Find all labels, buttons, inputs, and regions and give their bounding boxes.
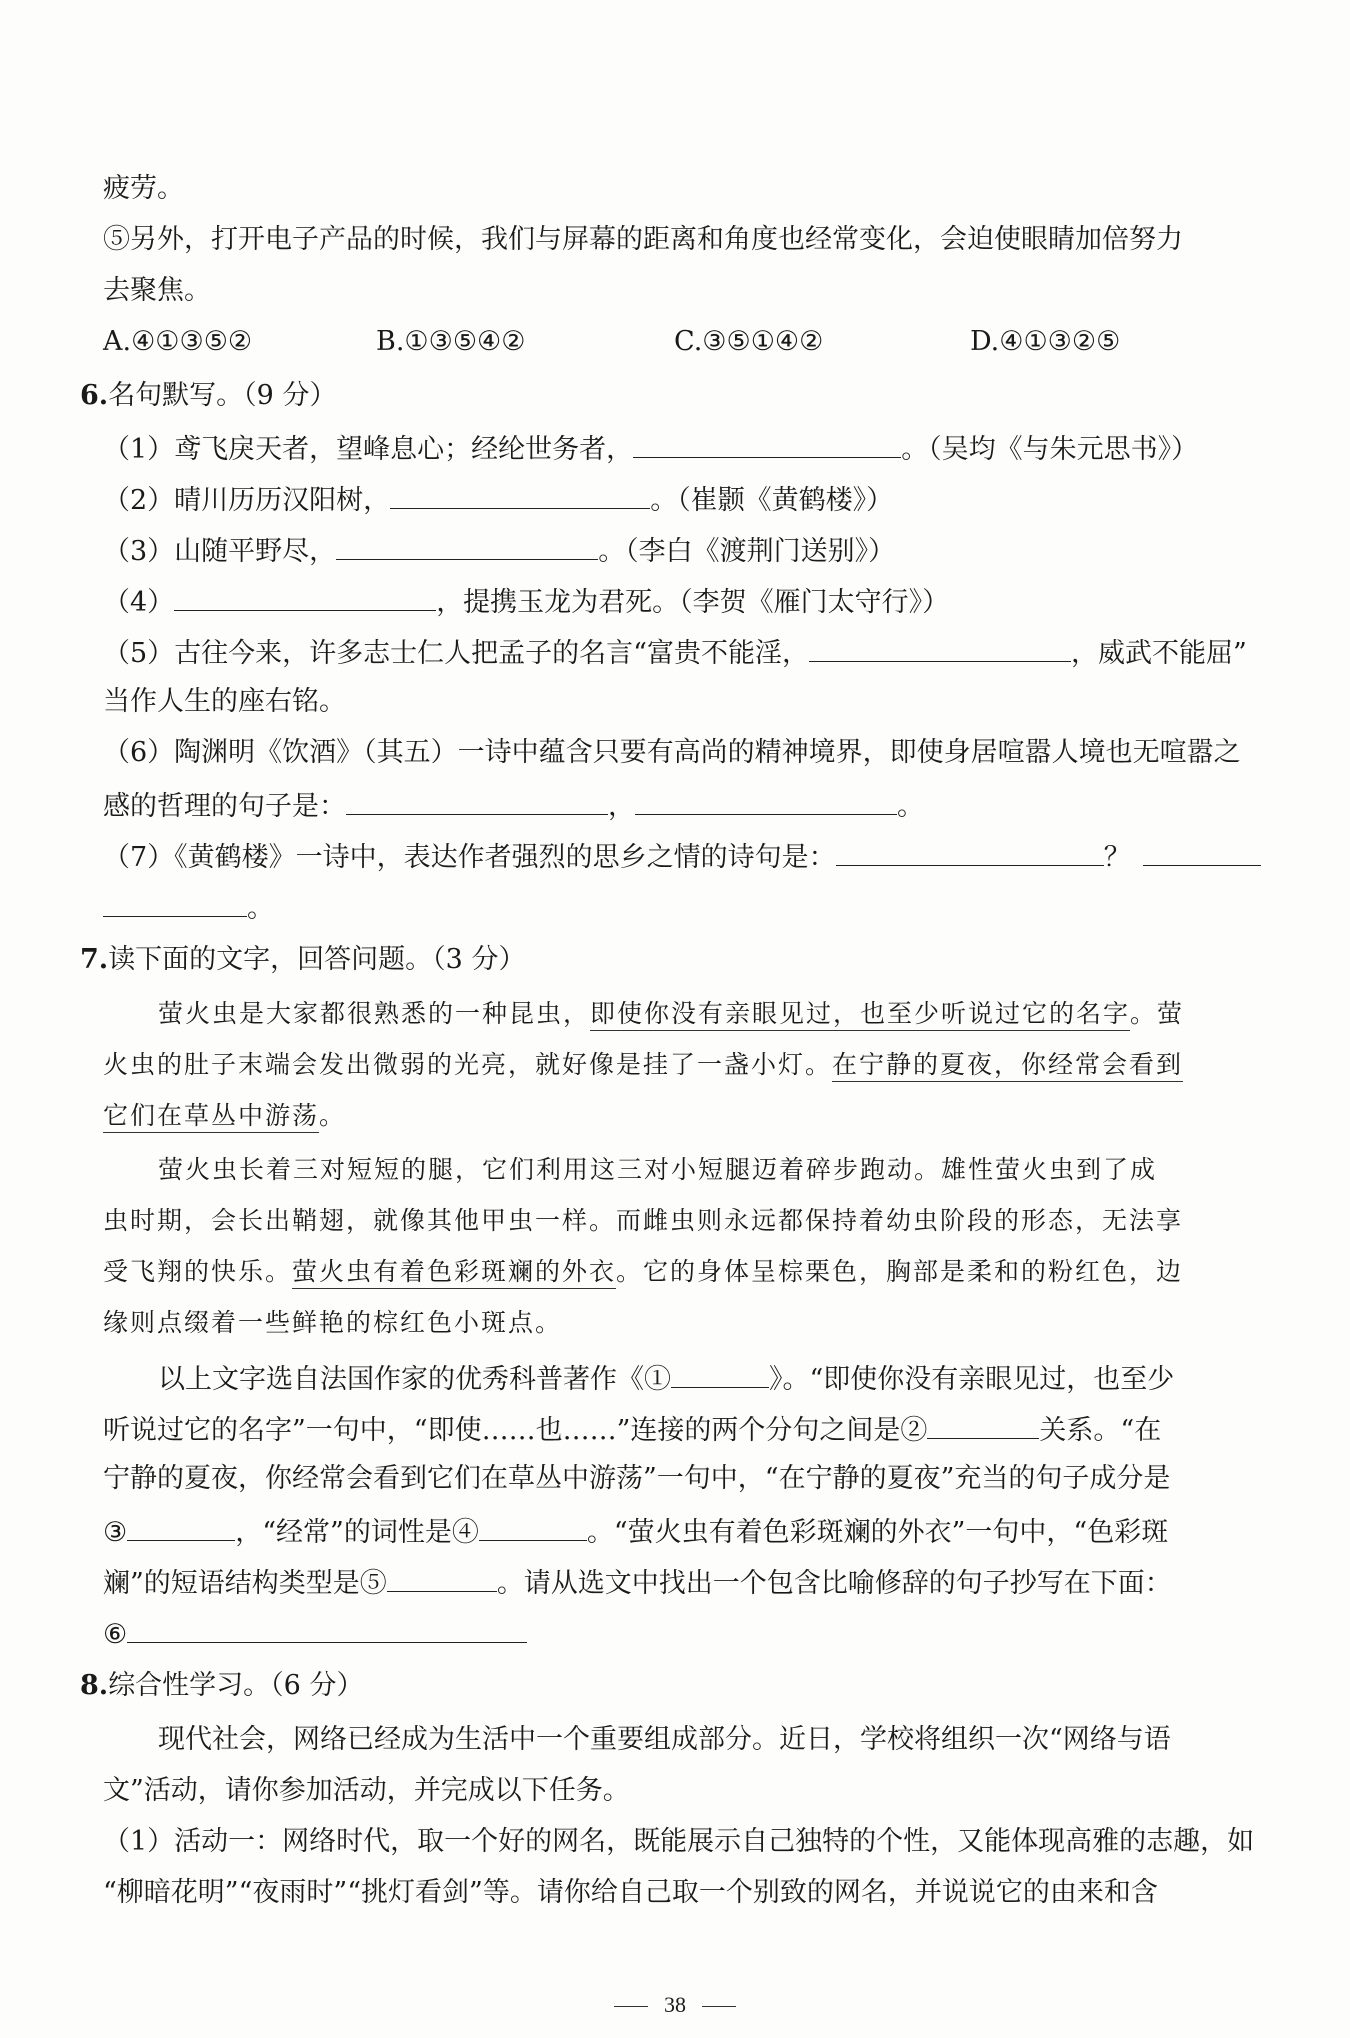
item-text: 当作人生的座右铭。 <box>103 686 346 717</box>
item-text: 。（崔颢《黄鹤楼》） <box>650 485 894 516</box>
item-text: 。（吴均《与朱元思书》） <box>901 434 1199 465</box>
question-6-header <box>80 376 1270 416</box>
question-text: 宁静的夏夜，你经常会看到它们在草丛中游荡”一句中，“在宁静的夏夜”充当的句子成分是 <box>103 1463 1171 1494</box>
item-text: 感的哲理的句子是： <box>103 791 346 822</box>
answer-blank[interactable] <box>633 427 901 458</box>
answer-blank[interactable] <box>346 784 608 815</box>
question-7-header <box>80 940 1270 980</box>
item-text: ，威武不能屈” <box>1070 638 1247 669</box>
q8-text-line <box>158 1720 1270 1760</box>
option-c: C.③⑤①④② <box>674 326 824 357</box>
answer-blank[interactable] <box>103 886 247 917</box>
q6-item-7 <box>103 835 1270 878</box>
answer-blank-2[interactable] <box>927 1408 1039 1439</box>
item-text: （7）《黄鹤楼》一诗中，表达作者强烈的思乡之情的诗句是： <box>103 842 836 873</box>
passage-line <box>103 1201 1270 1241</box>
passage-line <box>158 994 1270 1034</box>
answer-blank[interactable] <box>836 835 1104 866</box>
page-footer <box>0 1992 1350 2018</box>
item-text: （3）山随平野尽， <box>103 536 337 567</box>
question-text: 关系。“在 <box>1039 1415 1162 1446</box>
passage-text: 萤火虫是大家都很熟悉的一种昆虫， <box>158 999 591 1028</box>
item-text: （6）陶渊明《饮酒》（其五）一诗中蕴含只要有高尚的精神境界，即使身居喧嚣人境也无喧嚣之 <box>103 737 1241 768</box>
q7-question-line <box>103 1561 1270 1604</box>
answer-blank-3[interactable] <box>127 1510 235 1541</box>
question-number: 8. <box>80 1670 109 1701</box>
answer-blank-1[interactable] <box>671 1357 769 1388</box>
item-text: （4） <box>103 587 175 618</box>
underlined-sentence: 萤火虫有着色彩斑斓的外衣 <box>292 1257 616 1289</box>
answer-blank[interactable] <box>174 580 436 611</box>
page-number: 38 <box>664 1992 686 2017</box>
answer-blank[interactable] <box>1143 835 1261 866</box>
q6-item-5 <box>103 631 1270 674</box>
question-text: 。“萤火虫有着色彩斑斓的外衣”一句中，“色彩斑 <box>586 1517 1169 1548</box>
passage-text: 缘则点缀着一些鲜艳的棕红色小斑点。 <box>103 1308 563 1337</box>
q7-question-line <box>103 1459 1270 1499</box>
text-line <box>103 220 1270 260</box>
paragraph-text: 去聚焦。 <box>103 275 211 306</box>
passage-text: 。它的身体呈棕栗色，胸部是柔和的粉红色，边 <box>616 1257 1184 1286</box>
question-text: ，“经常”的词性是④ <box>235 1517 479 1548</box>
question-number: 6. <box>80 380 109 411</box>
passage-text: 受飞翔的快乐。 <box>103 1257 293 1286</box>
question-text: 。请从选文中找出一个包含比喻修辞的句子抄写在下面： <box>496 1568 1172 1599</box>
option-d: D.④①③②⑤ <box>970 326 1121 357</box>
question-text: 听说过它的名字”一句中，“即使……也……”连接的两个分句之间是② <box>103 1415 928 1446</box>
item-text: 。（李白《渡荆门送别》） <box>598 536 896 567</box>
q7-question-line <box>103 1612 1270 1655</box>
q7-question-line <box>103 1510 1270 1553</box>
q6-item-2 <box>103 478 1270 521</box>
q7-question-line <box>158 1357 1270 1400</box>
paragraph-text: 疲劳。 <box>103 173 184 204</box>
q6-item-7-cont <box>103 886 1270 929</box>
paragraph-text: （1）活动一：网络时代，取一个好的网名，既能展示自己独特的个性，又能体现高雅的志趣，如 <box>103 1826 1255 1857</box>
answer-blank[interactable] <box>336 529 598 560</box>
passage-line <box>103 1045 1270 1085</box>
item-text: （2）晴川历历汉阳树， <box>103 485 391 516</box>
question-number: 7. <box>80 944 109 975</box>
q7-question-line <box>103 1408 1270 1451</box>
answer-blank-6[interactable] <box>127 1612 527 1643</box>
passage-line <box>103 1096 1270 1136</box>
question-title: 综合性学习。（6 分） <box>108 1670 364 1701</box>
question-8-header <box>80 1666 1270 1706</box>
answer-blank-5[interactable] <box>387 1561 497 1592</box>
q6-item-6-cont <box>103 784 1270 827</box>
passage-text: 火虫的肚子末端会发出微弱的光亮，就好像是挂了一盏小灯。 <box>103 1050 833 1079</box>
answer-blank[interactable] <box>809 631 1071 662</box>
item-text: （1）鸢飞戾天者，望峰息心；经纶世务者， <box>103 434 634 465</box>
question-title: 名句默写。（9 分） <box>108 380 337 411</box>
passage-line <box>158 1150 1270 1190</box>
q6-item-6 <box>103 733 1270 773</box>
paragraph-text: 文”活动，请你参加活动，并完成以下任务。 <box>103 1775 630 1806</box>
question-text: ③ <box>103 1517 128 1548</box>
q8-text-line <box>103 1873 1270 1913</box>
paragraph-text: “柳暗花明”“夜雨时”“挑灯看剑”等。请你给自己取一个别致的网名，并说说它的由来和含 <box>103 1877 1158 1908</box>
item-text: ，提携玉龙为君死。（李贺《雁门太守行》） <box>436 587 950 618</box>
question-text: 以上文字选自法国作家的优秀科普著作《① <box>158 1364 671 1395</box>
q6-item-1 <box>103 427 1270 470</box>
footer-dash <box>702 2006 736 2007</box>
q6-item-4 <box>103 580 1270 623</box>
passage-line <box>103 1303 1270 1343</box>
option-b: B.①③⑤④② <box>376 326 526 357</box>
q8-text-line <box>103 1771 1270 1811</box>
question-text: 斓”的短语结构类型是⑤ <box>103 1568 387 1599</box>
passage-line <box>103 1252 1270 1292</box>
passage-text: 萤火虫长着三对短短的腿，它们利用这三对小短腿迈着碎步跑动。雄性萤火虫到了成 <box>158 1155 1158 1184</box>
q8-text-line <box>103 1822 1270 1862</box>
question-text: 》。“即使你没有亲眼见过，也至少 <box>769 1364 1175 1395</box>
q6-item-5-cont <box>103 682 1270 722</box>
item-text: 。 <box>247 893 274 924</box>
answer-blank-4[interactable] <box>479 1510 587 1541</box>
q6-item-3 <box>103 529 1270 572</box>
option-a: A.④①③⑤② <box>103 326 253 357</box>
underlined-sentence: 它们在草丛中游荡 <box>103 1101 319 1133</box>
passage-text: 虫时期，会长出鞘翅，就像其他甲虫一样。而雌虫则永远都保持着幼虫阶段的形态，无法享 <box>103 1206 1184 1235</box>
question-title: 读下面的文字，回答问题。（3 分） <box>108 944 526 975</box>
footer-dash <box>614 2006 648 2007</box>
item-text: ？ <box>1103 842 1131 873</box>
passage-text: 。 <box>319 1101 347 1130</box>
paragraph-text: ⑤另外，打开电子产品的时候，我们与屏幕的距离和角度也经常变化，会迫使眼睛加倍努力 <box>103 224 1183 255</box>
paragraph-text: 现代社会，网络已经成为生活中一个重要组成部分。近日，学校将组织一次“网络与语 <box>158 1724 1171 1755</box>
answer-blank[interactable] <box>635 784 897 815</box>
passage-text: 。萤 <box>1130 999 1185 1028</box>
answer-blank[interactable] <box>390 478 650 509</box>
text-line <box>103 169 1270 209</box>
underlined-sentence: 即使你没有亲眼见过，也至少听说过它的名字 <box>590 999 1130 1031</box>
underlined-sentence: 在宁静的夏夜，你经常会看到 <box>832 1050 1183 1082</box>
item-text: ， <box>608 791 635 822</box>
text-line <box>103 271 1270 311</box>
item-text: 。 <box>897 791 924 822</box>
question-text: ⑥ <box>103 1619 128 1650</box>
item-text: （5）古往今来，许多志士仁人把孟子的名言“富贵不能淫， <box>103 638 809 669</box>
